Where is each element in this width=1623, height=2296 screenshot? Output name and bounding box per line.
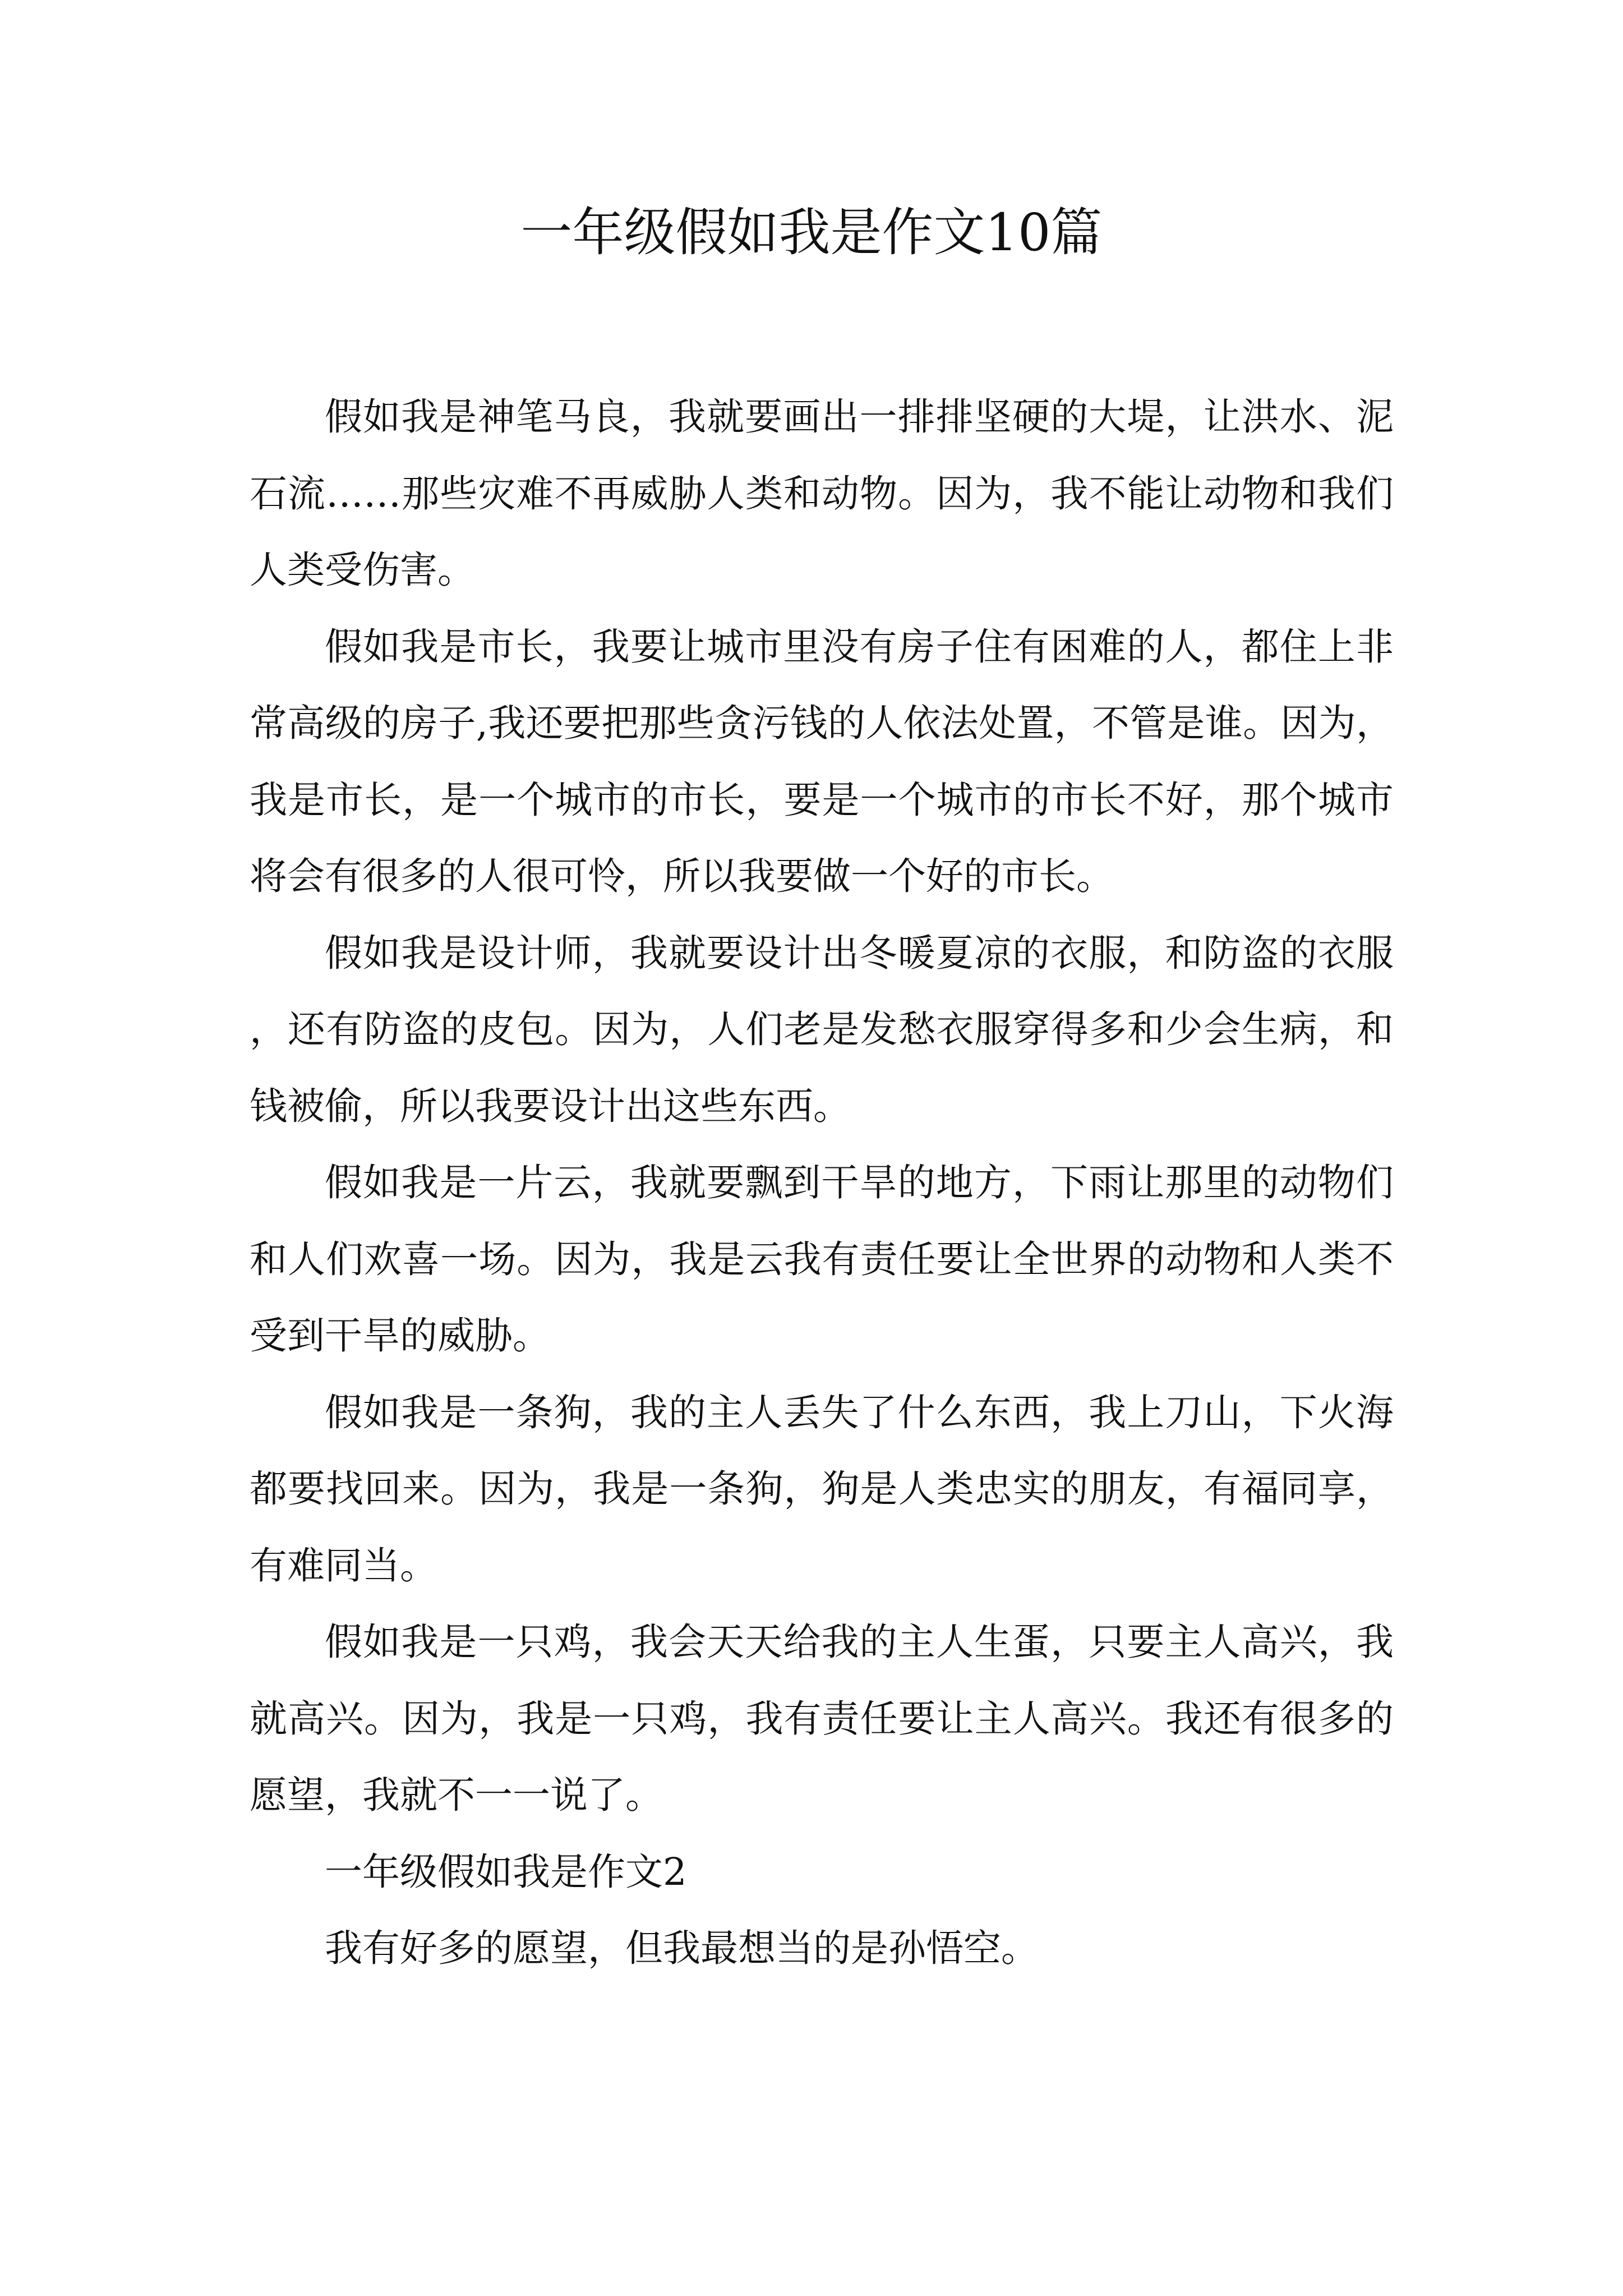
paragraph-1: 假如我是神笔马良，我就要画出一排排坚硬的大堤，让洪水、泥石流……那些灾难不再威胁人类和动物。因为，我不能让动物和我们人类受伤害。	[250, 395, 1394, 592]
paragraph-5: 假如我是一条狗，我的主人丢失了什么东西，我上刀山，下火海都要找回来。因为，我是一条狗，狗是人类忠实的朋友，有福同享，有难同当。	[250, 1390, 1394, 1588]
paragraph-4: 假如我是一片云，我就要飘到干旱的地方，下雨让那里的动物们和人们欢喜一场。因为，我是云我有责任要让全世界的动物和人类不受到干旱的威胁。	[250, 1161, 1394, 1358]
section-heading: 一年级假如我是作文2	[325, 1849, 687, 1894]
paragraph-2: 假如我是市长，我要让城市里没有房子住有困难的人，都住上非常高级的房子,我还要把那些贪污钱的人依法处置，不管是谁。因为，我是市长，是一个城市的市长，要是一个城市的市长不好，那个城市将会有很多的人很可怜，所以我要做一个好的市长。	[250, 624, 1394, 898]
document-body	[250, 379, 1394, 1987]
document-title: 一年级假如我是作文10篇	[520, 203, 1103, 263]
paragraph-6: 假如我是一只鸡，我会天天给我的主人生蛋，只要主人高兴，我就高兴。因为，我是一只鸡，我有责任要让主人高兴。我还有很多的愿望，我就不一一说了。	[250, 1620, 1394, 1817]
paragraph-3: 假如我是设计师，我就要设计出冬暖夏凉的衣服，和防盗的衣服，还有防盗的皮包。因为，人们老是发愁衣服穿得多和少会生病，和钱被偷，所以我要设计出这些东西。	[250, 931, 1394, 1128]
paragraph-7: 我有好多的愿望，但我最想当的是孙悟空。	[325, 1926, 1039, 1970]
